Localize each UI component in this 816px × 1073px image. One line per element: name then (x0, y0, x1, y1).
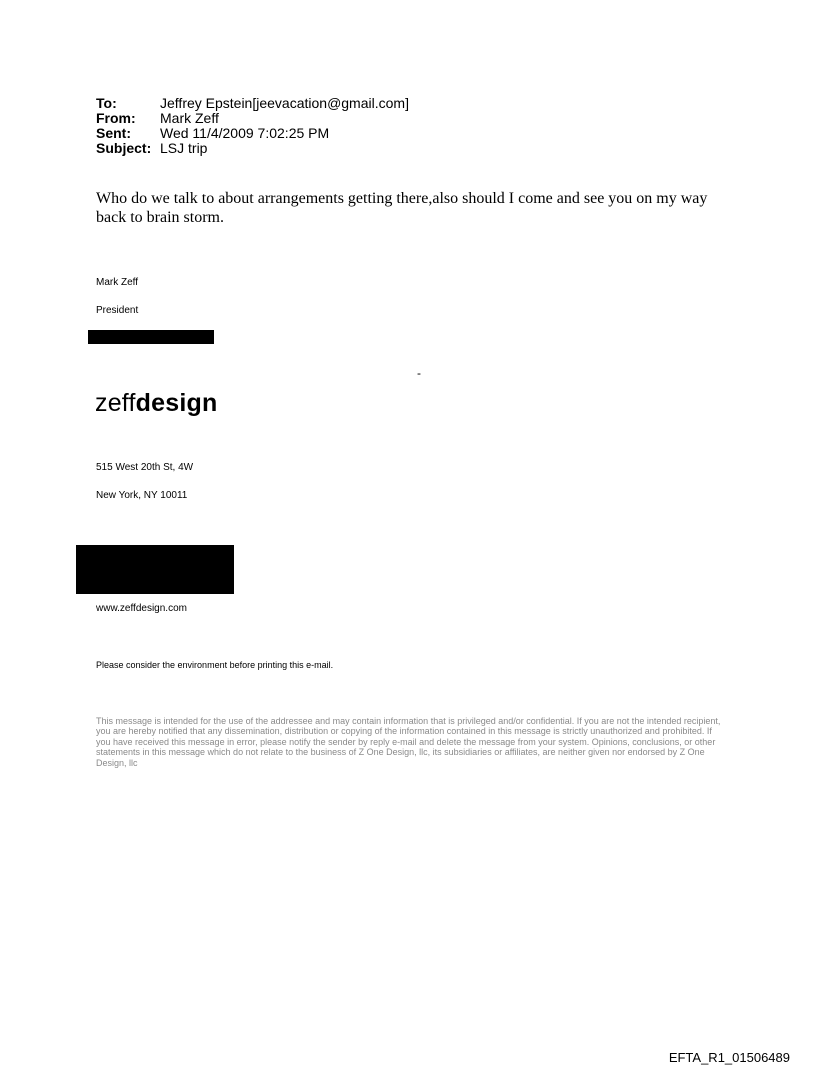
to-row (96, 96, 409, 111)
from-label: From: (96, 110, 136, 126)
redaction-email (88, 330, 214, 344)
logo-light-text: zeff (95, 389, 136, 417)
subject-row (96, 141, 409, 156)
to-label: To: (96, 95, 117, 111)
address-line-2: New York, NY 10011 (96, 490, 188, 501)
email-header (96, 96, 409, 156)
subject-label: Subject: (96, 140, 152, 156)
signature-title: President (96, 305, 139, 316)
environment-note: Please consider the environment before printing this e-mail. (96, 660, 334, 670)
from-row (96, 111, 409, 126)
website-link[interactable]: www.zeffdesign.com (96, 603, 187, 614)
redaction-phone (76, 545, 234, 594)
sent-row (96, 126, 409, 141)
document-id: EFTA_R1_01506489 (668, 1050, 790, 1065)
signature-name: Mark Zeff (96, 277, 139, 288)
to-value: Jeffrey Epstein[jeevacation@gmail.com] (160, 95, 409, 111)
legal-disclaimer: This message is intended for the use of the addressee and may contain information that is privileged and/or confidential. If you are not the intended recipient, you are hereby notified that any dissemination, distribution or copying of the information contained in this message is strictly unauthorized and prohibited. If you have received this message in error, please notify the sender by reply e-mail and delete the message from your system. Opinions, conclusions, or other statements in this message which do not relate to the business of Z One Design, llc, its subsidiaries or affiliates, are neither given nor endorsed by Z One Design, llc (96, 716, 721, 768)
subject-value: LSJ trip (160, 140, 208, 156)
address-line-1: 515 West 20th St, 4W (96, 462, 194, 473)
company-logo (95, 388, 217, 418)
email-body: Who do we talk to about arrangements getting there,also should I come and see you on my way back to brain storm. (96, 190, 708, 226)
separator-dash: - (417, 366, 421, 380)
sent-label: Sent: (96, 125, 131, 141)
logo-bold-text: design (135, 389, 218, 417)
sent-value: Wed 11/4/2009 7:02:25 PM (160, 125, 330, 141)
from-value: Mark Zeff (160, 110, 219, 126)
